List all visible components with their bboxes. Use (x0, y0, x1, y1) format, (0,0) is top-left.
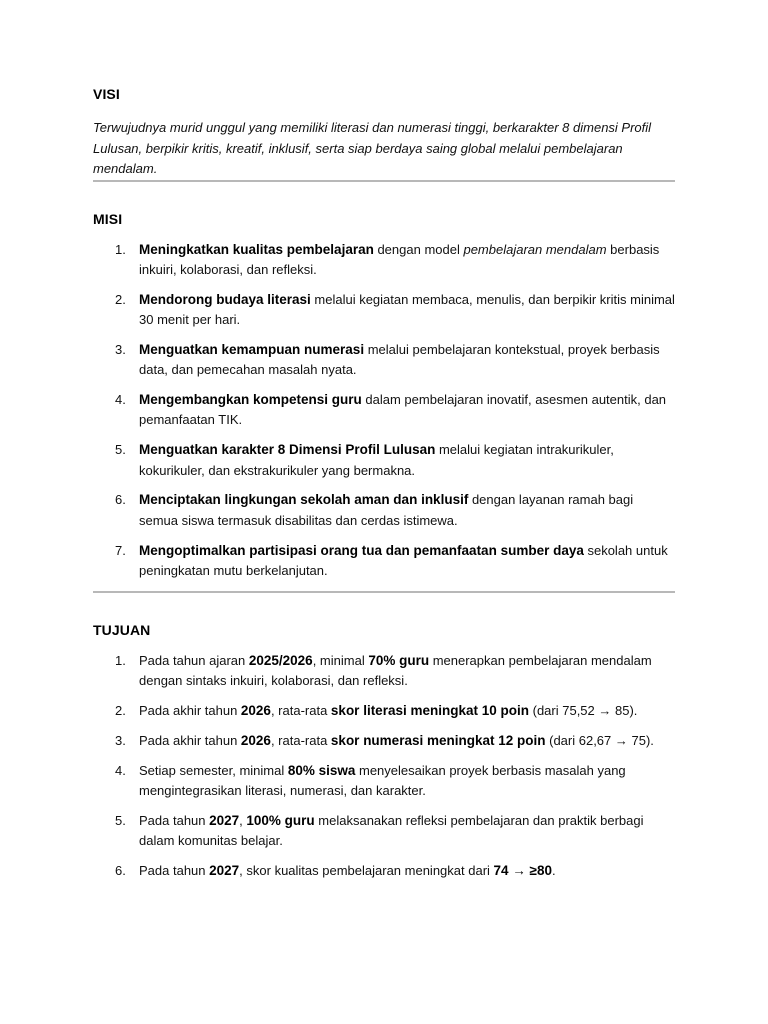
tujuan-list (93, 651, 675, 882)
misi-heading: MISI (93, 210, 123, 227)
misi-item: 6. Menciptakan lingkungan sekolah aman dan inklusif dengan layanan ramah bagi semua siswa termasuk disabilitas dan cerdas istimewa. (115, 492, 634, 528)
misi-item: 7. Mengoptimalkan partisipasi orang tua dan pemanfaatan sumber daya sekolah untuk peningkatan mutu berkelanjutan. (115, 542, 668, 578)
misi-item: 5. Menguatkan karakter 8 Dimensi Profil Lulusan melalui kegiatan intrakurikuler, kokurikuler, dan ekstrakurikuler yang bermakna. (115, 442, 614, 478)
misi-item: 4. Mengembangkan kompetensi guru dalam pembelajaran inovatif, asesmen autentik, dan pemanfaatan TIK. (115, 392, 667, 428)
misi-item: 1. Meningkatkan kualitas pembelajaran dengan model pembelajaran mendalam berbasis inkuiri, kolaborasi, dan refleksi. (115, 241, 660, 277)
tujuan-heading: TUJUAN (93, 621, 151, 638)
tujuan-item: 4. Setiap semester, minimal 80% siswa menyelesaikan proyek berbasis masalah yang mengintegrasikan literasi, numerasi, dan karakter. (115, 762, 626, 799)
visi-heading: VISI (93, 86, 120, 102)
section-divider (93, 591, 675, 593)
document-content (93, 86, 675, 891)
visi-text: Terwujudnya murid unggul yang memiliki literasi dan numerasi tinggi, berkarakter 8 dimensi Profil Lulusan, berpikir kritis, kreatif, inklusif, serta siap berdaya saing global melalui pembelajaran mendalam. (93, 120, 652, 176)
misi-item: 2. Mendorong budaya literasi melalui kegiatan membaca, menulis, dan berpikir kritis minimal 30 menit per hari. (115, 291, 675, 327)
misi-list (93, 240, 675, 582)
tujuan-item: 1. Pada tahun ajaran 2025/2026, minimal 70% guru menerapkan pembelajaran mendalam dengan sintaks inkuiri, kolaborasi, dan refleksi. (115, 652, 652, 689)
tujuan-item: 3. Pada akhir tahun 2026, rata-rata skor numerasi meningkat 12 poin (dari 62,67 → 75). (115, 732, 654, 748)
section-divider (93, 180, 675, 182)
tujuan-item: 5. Pada tahun 2027, 100% guru melaksanakan refleksi pembelajaran dan praktik berbagi dalam komunitas belajar. (115, 812, 644, 849)
tujuan-item: 2. Pada akhir tahun 2026, rata-rata skor literasi meningkat 10 poin (dari 75,52 → 85). (115, 703, 638, 718)
tujuan-item: 6. Pada tahun 2027, skor kualitas pembelajaran meningkat dari 74 → ≥80. (115, 863, 556, 879)
misi-item: 3. Menguatkan kemampuan numerasi melalui pembelajaran kontekstual, proyek berbasis data, dan pemecahan masalah nyata. (115, 341, 660, 378)
